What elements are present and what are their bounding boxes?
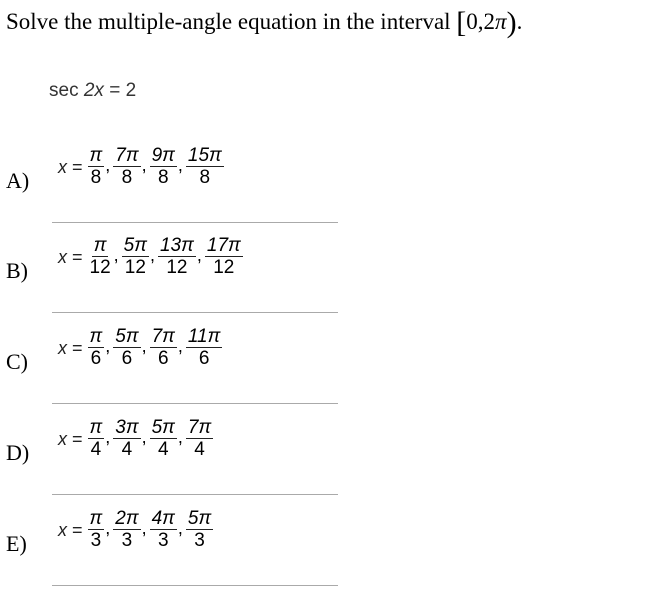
fraction-numerator: π: [93, 234, 107, 256]
fraction: [150, 418, 177, 461]
answer-equals: =: [72, 519, 83, 540]
option-letter: B): [6, 258, 28, 283]
comma-separator: ,: [177, 336, 183, 356]
fraction: [186, 418, 213, 461]
fraction-numerator: 5π: [187, 507, 212, 529]
option-expression: [58, 495, 214, 565]
fraction-denominator: 4: [121, 438, 133, 460]
fraction-denominator: 6: [157, 347, 169, 369]
comma-separator: ,: [141, 155, 147, 175]
fraction-numerator: 2π: [115, 507, 139, 529]
answer-variable: x: [58, 428, 67, 449]
answer-equals: =: [72, 337, 83, 358]
answer-option[interactable]: [0, 222, 653, 302]
fraction-numerator: π: [89, 416, 103, 438]
fraction-denominator: 4: [90, 438, 102, 460]
option-letter: E): [6, 531, 27, 556]
fraction-denominator: 8: [199, 166, 211, 188]
equation-value: 2: [125, 80, 137, 101]
fraction-numerator: 7π: [151, 325, 175, 347]
option-letter: C): [6, 349, 28, 374]
option-divider: [52, 585, 338, 586]
fraction-denominator: 6: [198, 347, 210, 369]
option-letter: D): [6, 440, 30, 465]
fraction-numerator: 3π: [115, 416, 139, 438]
fraction-denominator: 4: [194, 438, 205, 460]
answer-variable: x: [58, 519, 67, 540]
equation-func: sec: [49, 80, 79, 101]
fraction: [186, 509, 213, 552]
fraction: [113, 146, 140, 189]
interval-close: ): [506, 6, 517, 39]
answer-option[interactable]: [0, 132, 653, 212]
question-period: .: [516, 9, 523, 34]
interval-end-pi: π: [495, 9, 507, 34]
fraction-numerator: π: [89, 144, 103, 166]
fraction: [150, 509, 177, 552]
fraction: [150, 327, 177, 370]
fraction: [88, 327, 105, 370]
fraction-denominator: 3: [194, 529, 205, 551]
interval: [456, 6, 517, 39]
answer-equals: =: [72, 428, 83, 449]
fraction-numerator: 15π: [187, 144, 222, 166]
answer-option[interactable]: [0, 313, 653, 393]
answer-equals: =: [72, 156, 83, 177]
comma-separator: ,: [177, 518, 183, 538]
comma-separator: ,: [141, 518, 147, 538]
fraction: [186, 146, 224, 189]
fraction-denominator: 3: [90, 529, 102, 551]
fraction-denominator: 12: [124, 256, 146, 278]
comma-separator: ,: [105, 155, 111, 175]
fraction-numerator: 11π: [187, 325, 221, 347]
fraction-numerator: 4π: [151, 507, 175, 529]
answer-variable: x: [58, 337, 67, 358]
comma-separator: ,: [196, 245, 202, 265]
interval-start: 0,: [466, 9, 484, 34]
option-expression: [58, 313, 223, 383]
equation-equals: =: [109, 80, 121, 101]
fraction-numerator: 5π: [115, 325, 139, 347]
fraction: [113, 327, 140, 370]
question-text: Solve the multiple-angle equation in the interval: [6, 9, 451, 34]
fraction-denominator: 6: [90, 347, 102, 369]
fraction-denominator: 8: [121, 166, 133, 188]
fraction: [113, 509, 140, 552]
fraction: [88, 509, 105, 552]
question-prompt: [6, 6, 522, 40]
fraction-numerator: 5π: [151, 416, 175, 438]
fraction: [88, 146, 105, 189]
answer-variable: x: [58, 156, 67, 177]
fraction-denominator: 8: [90, 166, 102, 188]
fraction-denominator: 3: [121, 529, 133, 551]
interval-open: [: [456, 6, 467, 39]
comma-separator: ,: [105, 518, 111, 538]
given-equation: [49, 80, 136, 102]
comma-separator: ,: [141, 336, 147, 356]
option-expression: [58, 222, 244, 292]
fraction: [88, 236, 113, 279]
option-expression: [58, 404, 214, 474]
fraction-denominator: 12: [89, 256, 111, 278]
comma-separator: ,: [177, 155, 183, 175]
comma-separator: ,: [149, 245, 155, 265]
fraction-numerator: 13π: [159, 234, 194, 256]
fraction-denominator: 8: [157, 166, 169, 188]
fraction-denominator: 4: [157, 438, 169, 460]
fraction: [113, 418, 140, 461]
fraction-numerator: 5π: [123, 234, 147, 256]
answer-option[interactable]: [0, 404, 653, 484]
fraction: [150, 146, 177, 189]
fraction: [186, 327, 222, 370]
fraction-denominator: 12: [166, 256, 188, 278]
comma-separator: ,: [113, 245, 119, 265]
fraction: [158, 236, 196, 279]
fraction-numerator: π: [89, 507, 103, 529]
fraction: [205, 236, 243, 279]
fraction-numerator: π: [89, 325, 103, 347]
comma-separator: ,: [105, 336, 111, 356]
answer-variable: x: [58, 246, 67, 267]
fraction: [88, 418, 105, 461]
fraction-denominator: 12: [213, 256, 235, 278]
fraction-numerator: 9π: [151, 144, 175, 166]
answer-option[interactable]: [0, 495, 653, 575]
equation-arg: 2x: [83, 80, 104, 101]
fraction: [122, 236, 149, 279]
fraction-numerator: 7π: [187, 416, 212, 438]
comma-separator: ,: [177, 427, 183, 447]
comma-separator: ,: [141, 427, 147, 447]
comma-separator: ,: [105, 427, 111, 447]
interval-end-coef: 2: [483, 9, 496, 34]
option-expression: [58, 132, 225, 202]
fraction-denominator: 3: [157, 529, 169, 551]
option-letter: A): [6, 168, 30, 193]
fraction-numerator: 17π: [206, 234, 241, 256]
answer-equals: =: [72, 246, 83, 267]
fraction-denominator: 6: [121, 347, 133, 369]
fraction-numerator: 7π: [115, 144, 139, 166]
